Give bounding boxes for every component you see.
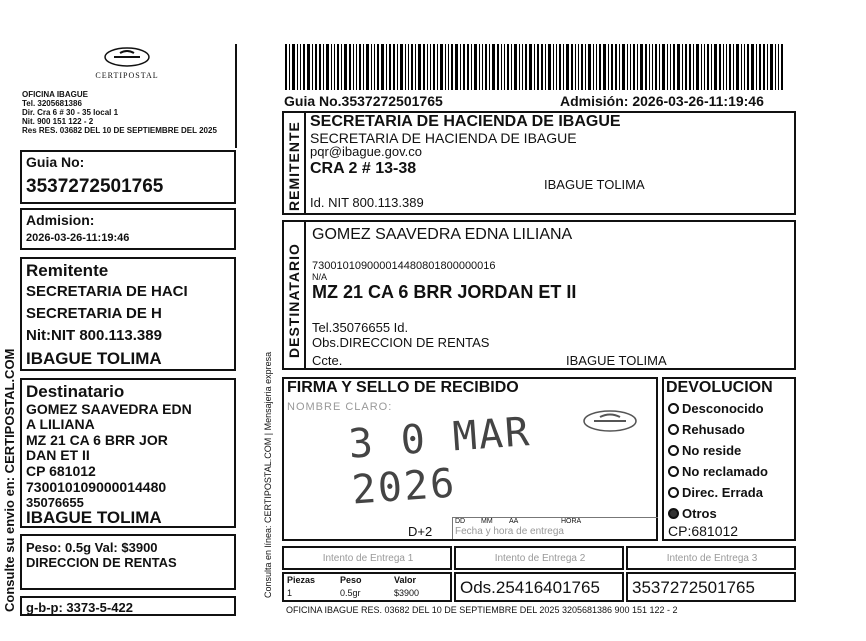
intento-1-label: Intento de Entrega 1 (322, 553, 414, 564)
barcode-bar (359, 44, 361, 90)
barcode-bar (467, 44, 469, 90)
destinatario-address: MZ 21 CA 6 BRR JORDAN ET II (312, 282, 577, 302)
guia-box (20, 150, 236, 204)
barcode-bar (389, 44, 391, 90)
guia-bottom-box (626, 572, 796, 602)
destinatario-label: Destinatario (26, 382, 125, 401)
barcode-bar (497, 44, 499, 90)
valor-label: Valor (394, 575, 417, 585)
barcode-bar (337, 44, 339, 90)
admision-box (20, 208, 236, 250)
destinatario-name: GOMEZ SAAVEDRA EDNA LILIANA (312, 226, 573, 243)
barcode-bar (525, 44, 527, 90)
barcode-bar (485, 44, 487, 90)
office-info (22, 90, 277, 135)
barcode-bar (437, 44, 438, 90)
barcode-bar (393, 44, 395, 90)
barcode-bar (593, 44, 594, 90)
devolucion-cp: CP:681012 (668, 523, 739, 539)
remitente-line1: SECRETARIA DE HACI (26, 283, 188, 300)
barcode-bar (285, 44, 287, 90)
barcode-bar (714, 44, 717, 90)
barcode-bar (707, 44, 709, 90)
destinatario-ccte: Ccte. (312, 353, 343, 368)
mm-label: MM (481, 518, 493, 525)
barcode-bar (326, 44, 329, 90)
hora-label: HORA (561, 518, 582, 525)
barcode-bar (711, 44, 712, 90)
barcode-bar (323, 44, 324, 90)
radio-icon (668, 466, 679, 477)
barcode-bar (341, 44, 342, 90)
destinatario-stub-box (20, 378, 236, 528)
barcode-bar (501, 44, 502, 90)
barcode-bar (474, 44, 477, 90)
barcode-bar (445, 44, 446, 90)
barcode-bar (685, 44, 687, 90)
option-label: Otros (682, 506, 717, 521)
barcode-bar (655, 44, 657, 90)
barcode-bar (319, 44, 321, 90)
option-label: Rehusado (682, 422, 745, 437)
remitente-nit: Nit:NIT 800.113.389 (26, 327, 162, 344)
dest-line: GOMEZ SAAVEDRA EDN (26, 401, 192, 417)
ods-number: Ods.25416401765 (460, 578, 600, 597)
office-name: OFICINA IBAGUE (22, 90, 88, 99)
remitente-nit: Id. NIT 800.113.389 (310, 195, 424, 210)
remitente-label: Remitente (26, 261, 109, 280)
option-label: Direc. Errada (682, 485, 763, 500)
devolucion-option[interactable] (668, 485, 763, 500)
barcode-bar (377, 44, 379, 90)
certipostal-logo-icon (102, 46, 152, 68)
barcode-bar (529, 44, 532, 90)
barcode-bar (504, 44, 505, 90)
destinatario-obs: Obs.DIRECCION DE RENTAS (312, 335, 490, 350)
barcode-bar (430, 44, 431, 90)
barcode-bar (334, 44, 335, 90)
barcode-bar (578, 44, 579, 90)
peso-line2: DIRECCION DE RENTAS (26, 555, 177, 570)
barcode-bar (633, 44, 635, 90)
barcode-bar (763, 44, 765, 90)
barcode-bar (492, 44, 495, 90)
guia-bottom-number: 3537272501765 (632, 578, 755, 597)
barcode-bar (637, 44, 638, 90)
ods-box (454, 572, 624, 602)
barcode-bar (381, 44, 384, 90)
radio-icon (668, 445, 679, 456)
barcode-bar (331, 44, 332, 90)
barcode-bar (747, 44, 749, 90)
dest-line: DAN ET II (26, 447, 90, 463)
remitente-box (282, 111, 796, 215)
barcode-bar (356, 44, 357, 90)
barcode-bar (563, 44, 564, 90)
radio-icon (668, 403, 679, 414)
barcode-bar (640, 44, 643, 90)
barcode-bar (611, 44, 613, 90)
piezas-value: 1 (287, 588, 293, 598)
option-label: No reclamado (682, 464, 768, 479)
remitente-name2: SECRETARIA DE HACIENDA DE IBAGUE (310, 130, 577, 146)
devolucion-option[interactable] (668, 443, 741, 458)
barcode-bar (778, 44, 779, 90)
barcode-bar (349, 44, 351, 90)
barcode-bar (415, 44, 416, 90)
barcode-bar (366, 44, 369, 90)
destinatario-city: IBAGUE TOLIMA (566, 353, 667, 368)
barcode-bar (622, 44, 625, 90)
barcode-bar (693, 44, 694, 90)
intento-2-label: Intento de Entrega 2 (494, 553, 586, 564)
barcode-bar (537, 44, 539, 90)
guia-number: 3537272501765 (26, 176, 164, 197)
fecha-label: Fecha y hora de entrega (455, 526, 564, 537)
barcode-bar (608, 44, 609, 90)
barcode-bar (307, 44, 310, 90)
received-stamp: 3 0 MAR 2026 (347, 409, 533, 514)
intento-2-box[interactable] (454, 546, 624, 570)
barcode-bar (615, 44, 617, 90)
barcode-bar (701, 44, 702, 90)
barcode-bar (581, 44, 583, 90)
barcode-bar (545, 44, 546, 90)
barcode-bar (619, 44, 620, 90)
barcode-bar (645, 44, 647, 90)
gbp-code: g-b-p: 3373-5-422 (26, 600, 133, 615)
barcode-bar (596, 44, 597, 90)
devolucion-box (662, 377, 796, 541)
devolucion-option[interactable] (668, 422, 745, 437)
destinatario-code: 730010109000014480801800000016 (312, 260, 496, 272)
remitente-city: IBAGUE TOLIMA (544, 177, 645, 192)
devolucion-option[interactable] (668, 401, 764, 416)
barcode-bar (386, 44, 387, 90)
barcode-bar (630, 44, 631, 90)
barcode-bar (522, 44, 523, 90)
firma-title: FIRMA Y SELLO DE RECIBIDO (287, 379, 519, 396)
barcode-bar (662, 44, 665, 90)
barcode-bar (553, 44, 554, 90)
barcode-bar (418, 44, 421, 90)
barcode-bar (427, 44, 428, 90)
office-res: Res RES. 03682 DEL 10 DE SEPTIEMBRE DEL 2025 (22, 126, 217, 135)
remitente-name: SECRETARIA DE HACIENDA DE IBAGUE (310, 113, 621, 130)
barcode-bar (649, 44, 650, 90)
dest-city: IBAGUE TOLIMA (26, 508, 162, 527)
dest-line: A LILIANA (26, 416, 95, 432)
barcode-bar (344, 44, 347, 90)
barcode-bar (689, 44, 691, 90)
admision-value: 2026-03-26-11:19:46 (26, 232, 130, 244)
barcode-bar (315, 44, 317, 90)
logo (62, 46, 192, 82)
peso-value: 0.5gr (340, 588, 361, 598)
dest-cp: CP 681012 (26, 463, 96, 479)
barcode-bar (673, 44, 675, 90)
remitente-tab-label: REMITENTE (286, 121, 302, 211)
barcode-bar (451, 44, 453, 90)
header-guia: Guia No.3537272501765 (284, 93, 443, 109)
barcode-bar (667, 44, 668, 90)
destinatario-tel: Tel.35076655 Id. (312, 320, 409, 335)
barcode-bar (433, 44, 435, 90)
barcode-bar (744, 44, 745, 90)
barcode-bar (723, 44, 724, 90)
destinatario-tab-label: DESTINATARIO (286, 243, 302, 358)
barcode-bar (541, 44, 543, 90)
stamp-logo-icon (580, 409, 640, 433)
destinatario-box (282, 220, 796, 370)
barcode-bar (566, 44, 569, 90)
barcode-bar (511, 44, 512, 90)
barcode-bar (507, 44, 509, 90)
header-admision: Admisión: 2026-03-26-11:19:46 (560, 93, 764, 109)
barcode-bar (312, 44, 313, 90)
option-label: No reside (682, 443, 742, 458)
barcode-bar (455, 44, 458, 90)
barcode-bar (448, 44, 449, 90)
barcode-bar (781, 44, 783, 90)
option-label: Desconocido (682, 401, 764, 416)
barcode-bar (770, 44, 773, 90)
barcode-bar (585, 44, 586, 90)
radio-icon (668, 487, 679, 498)
divider (235, 44, 237, 148)
barcode-bar (534, 44, 535, 90)
barcode-bar (736, 44, 739, 90)
barcode-bar (363, 44, 364, 90)
barcode (285, 44, 795, 90)
barcode-bar (719, 44, 721, 90)
dest-phone: 35076655 (26, 495, 84, 510)
barcode-bar (677, 44, 680, 90)
remitente-line2: SECRETARIA DE H (26, 305, 162, 322)
devolucion-title: DEVOLUCION (666, 379, 773, 396)
dest-code: 730010109000014480 (26, 479, 167, 495)
intento-1-box[interactable] (282, 546, 452, 570)
barcode-bar (603, 44, 606, 90)
footer-text: OFICINA IBAGUE RES. 03682 DEL 10 DE SEPTIEMBRE DEL 2025 3205681386 900 151 122 - 2 (286, 605, 678, 615)
remitente-city: IBAGUE TOLIMA (26, 349, 162, 368)
valor-value: $3900 (394, 588, 420, 598)
radio-icon (668, 424, 679, 435)
office-dir: Dir. Cra 6 # 30 - 35 local 1 (22, 108, 119, 117)
destinatario-na: N/A (312, 272, 328, 282)
barcode-bar (726, 44, 727, 90)
barcode-bar (353, 44, 354, 90)
gbp-box (20, 596, 236, 616)
barcode-bar (575, 44, 576, 90)
dd-label: DD (455, 518, 466, 525)
barcode-bar (460, 44, 461, 90)
barcode-bar (423, 44, 425, 90)
nombre-claro: NOMBRE CLARO: (287, 401, 393, 413)
barcode-bar (548, 44, 551, 90)
barcode-bar (670, 44, 671, 90)
remitente-stub-box (20, 257, 236, 371)
barcode-bar (741, 44, 742, 90)
barcode-bar (519, 44, 520, 90)
barcode-bar (682, 44, 683, 90)
barcode-bar (652, 44, 653, 90)
barcode-bar (759, 44, 761, 90)
barcode-bar (300, 44, 301, 90)
peso-label: Peso (340, 575, 362, 585)
d2-label: D+2 (408, 524, 433, 539)
barcode-bar (767, 44, 768, 90)
barcode-bar (559, 44, 561, 90)
barcode-bar (440, 44, 443, 90)
office-tel: Tel. 3205681386 (22, 99, 82, 108)
guia-label: Guia No: (26, 154, 85, 170)
barcode-bar (408, 44, 409, 90)
barcode-bar (627, 44, 628, 90)
barcode-bar (289, 44, 290, 90)
barcode-bar (463, 44, 465, 90)
admision-label: Admision: (26, 212, 95, 228)
barcode-bar (556, 44, 557, 90)
intento-3-label: Intento de Entrega 3 (666, 553, 758, 564)
peso-box (20, 534, 236, 590)
barcode-bar (303, 44, 305, 90)
aa-label: AA (509, 518, 519, 525)
barcode-bar (729, 44, 731, 90)
barcode-bar (704, 44, 705, 90)
consulte-side-text: Consulte su envio en: CERTIPOSTAL.COM (2, 348, 17, 612)
barcode-bar (571, 44, 573, 90)
barcode-bar (297, 44, 298, 90)
remitente-address: CRA 2 # 13-38 (310, 160, 417, 177)
barcode-bar (397, 44, 398, 90)
piezas-label: Piezas (287, 575, 316, 585)
barcode-bar (775, 44, 776, 90)
barcode-bar (471, 44, 472, 90)
consulta-linea-side-text: Consulta en línea: CERTIPOSTAL.COM | Mensajeria expresa (263, 351, 273, 598)
fecha-field[interactable] (452, 517, 658, 539)
logo-text: CERTIPOSTAL (95, 71, 159, 80)
devolucion-option[interactable] (668, 464, 768, 479)
intento-3-box[interactable] (626, 546, 796, 570)
barcode-bar (756, 44, 757, 90)
barcode-bar (374, 44, 375, 90)
barcode-bar (489, 44, 490, 90)
devolucion-option[interactable] (668, 506, 717, 521)
radio-checked-icon (668, 508, 679, 519)
barcode-bar (514, 44, 517, 90)
barcode-bar (479, 44, 480, 90)
firma-box (282, 377, 658, 541)
peso-line: Peso: 0.5g Val: $3900 (26, 540, 158, 555)
dest-line: MZ 21 CA 6 BRR JOR (26, 432, 168, 448)
piezas-box (282, 572, 452, 602)
barcode-bar (751, 44, 754, 90)
barcode-bar (411, 44, 413, 90)
barcode-bar (733, 44, 734, 90)
barcode-bar (588, 44, 591, 90)
barcode-bar (599, 44, 601, 90)
remitente-email: pqr@ibague.gov.co (310, 144, 422, 159)
barcode-bar (659, 44, 660, 90)
barcode-bar (696, 44, 699, 90)
barcode-bar (400, 44, 403, 90)
barcode-bar (482, 44, 483, 90)
barcode-bar (371, 44, 372, 90)
barcode-bar (405, 44, 406, 90)
office-nit: Nit. 900 151 122 - 2 (22, 117, 94, 126)
barcode-bar (292, 44, 295, 90)
